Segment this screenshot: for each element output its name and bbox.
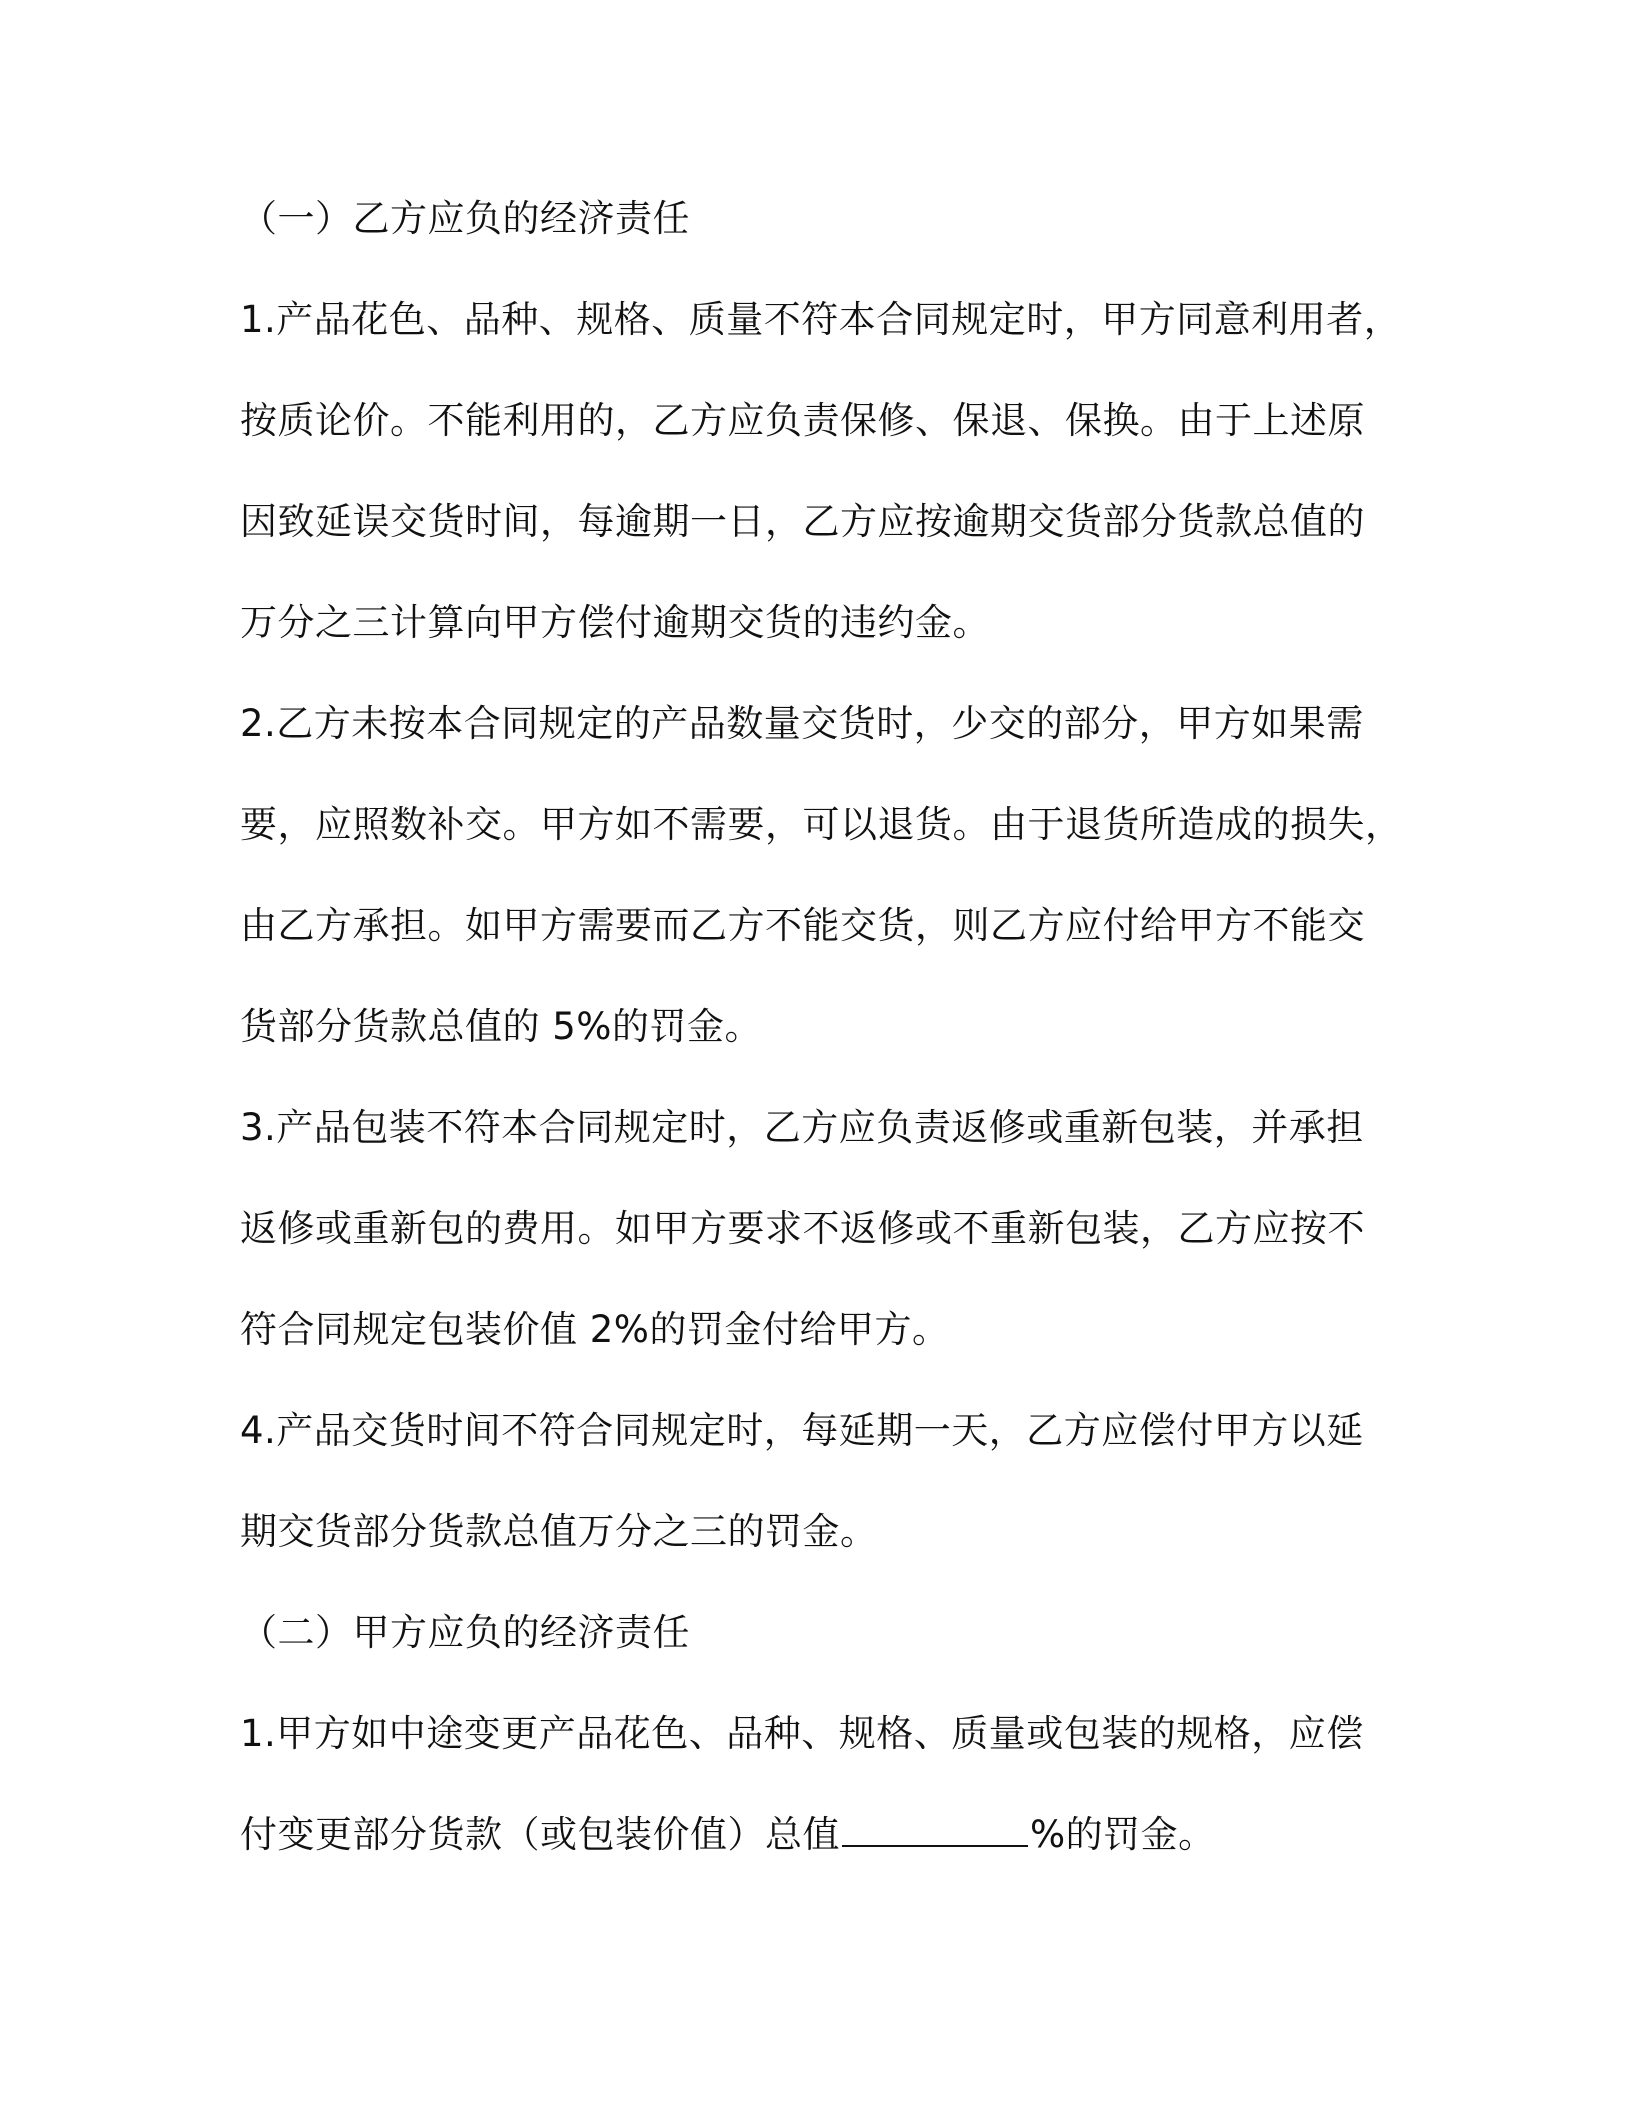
text-line: 万分之三计算向甲方偿付逾期交货的违约金。	[240, 601, 990, 644]
text-line: 2.乙方未按本合同规定的产品数量交货时，少交的部分，甲方如果需	[240, 702, 1364, 745]
text-line: 符合同规定包装价值 2%的罚金付给甲方。	[240, 1308, 950, 1351]
text-line: 由乙方承担。如甲方需要而乙方不能交货，则乙方应付给甲方不能交	[240, 904, 1365, 947]
fill-in-blank[interactable]	[842, 1801, 1028, 1847]
text-line: 返修或重新包的费用。如甲方要求不返修或不重新包装，乙方应按不	[240, 1207, 1365, 1250]
section-heading-1: （一）乙方应负的经济责任	[240, 197, 690, 240]
text-before-blank: 付变更部分货款（或包装价值）总值	[240, 1813, 840, 1856]
text-line: 期交货部分货款总值万分之三的罚金。	[240, 1510, 878, 1553]
text-line: 按质论价。不能利用的，乙方应负责保修、保退、保换。由于上述原	[240, 399, 1365, 442]
text-line: 4.产品交货时间不符合同规定时，每延期一天，乙方应偿付甲方以延	[240, 1409, 1364, 1452]
text-line: 3.产品包装不符本合同规定时，乙方应负责返修或重新包装，并承担	[240, 1106, 1364, 1149]
text-line: 因致延误交货时间，每逾期一日，乙方应按逾期交货部分货款总值的	[240, 500, 1365, 543]
text-line: 1.甲方如中途变更产品花色、品种、规格、质量或包装的规格，应偿	[240, 1712, 1364, 1755]
text-line: 要，应照数补交。甲方如不需要，可以退货。由于退货所造成的损失，	[240, 803, 1403, 846]
section-heading-2: （二）甲方应负的经济责任	[240, 1611, 690, 1654]
text-line: 1.产品花色、品种、规格、质量不符本合同规定时，甲方同意利用者，	[240, 298, 1402, 341]
document-body	[240, 180, 1403, 1897]
text-line-with-blank	[240, 1796, 1380, 1897]
text-after-blank: %的罚金。	[1030, 1813, 1216, 1856]
text-line: 货部分货款总值的 5%的罚金。	[240, 1005, 762, 1048]
